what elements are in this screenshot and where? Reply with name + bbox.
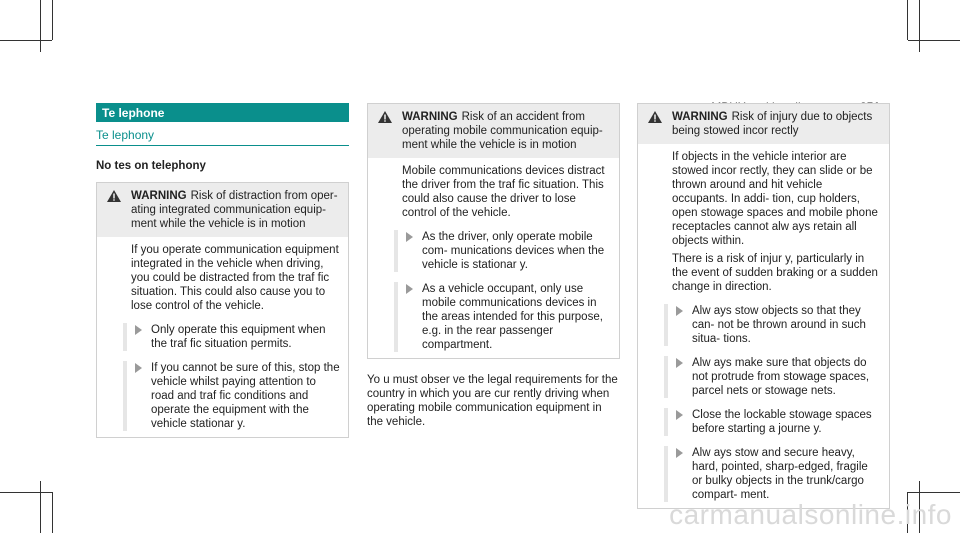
warning-header bbox=[638, 104, 889, 144]
list-item bbox=[664, 408, 881, 436]
warning-heading: Risk of distraction from oper‐ ating integrated communication equip‐ ment while the vehicle is in motion bbox=[131, 190, 338, 230]
arrow-bullet-icon bbox=[676, 410, 683, 420]
warning-label: WARNING bbox=[402, 111, 458, 123]
list-item-text: Only operate this equipment when the traf fic situation permits. bbox=[151, 324, 326, 350]
warning-heading: Risk of injury due to objects being stowed incor rectly bbox=[672, 111, 873, 137]
warning-label: WARNING bbox=[131, 190, 187, 202]
warning-label: WARNING bbox=[672, 111, 728, 123]
crop-mark bbox=[0, 492, 52, 493]
section-title: Te lephone bbox=[96, 103, 349, 122]
warning-box bbox=[637, 103, 890, 509]
list-item bbox=[123, 323, 340, 351]
warning-header bbox=[368, 104, 619, 158]
warning-body bbox=[368, 158, 619, 358]
list-item bbox=[664, 446, 881, 502]
watermark: carmanualsonline.info bbox=[669, 499, 952, 530]
crop-mark bbox=[919, 0, 920, 52]
column-2 bbox=[367, 103, 620, 429]
list-item bbox=[664, 304, 881, 346]
crop-mark bbox=[40, 481, 41, 533]
warning-text: If objects in the vehicle interior are stowed incor rectly, they can slide or be thrown around and hit vehicle occupants. In addi‐ tion, cup holders, open stowage spaces and mobile phone receptacles cannot alw ays retain all objects within. bbox=[672, 151, 878, 247]
arrow-bullet-icon bbox=[676, 306, 683, 316]
warning-triangle-icon bbox=[648, 111, 662, 123]
list-item-text: Alw ays make sure that objects do not protrude from stowage spaces, parcel nets or stowage nets. bbox=[692, 357, 870, 397]
arrow-bullet-icon bbox=[135, 363, 142, 373]
crop-mark bbox=[907, 0, 908, 40]
list-item bbox=[394, 230, 611, 272]
crop-mark bbox=[40, 0, 41, 52]
arrow-bullet-icon bbox=[406, 232, 413, 242]
arrow-bullet-icon bbox=[135, 325, 142, 335]
warning-heading: Risk of an accident from operating mobile communication equip‐ ment while the vehicle is in motion bbox=[402, 111, 603, 151]
warning-text: If you operate communication equipment integrated in the vehicle when driving, you could be distracted from the traf fic situation. This could also cause you to lose control of the vehicle. bbox=[131, 244, 339, 312]
warning-triangle-icon bbox=[378, 111, 392, 123]
list-item bbox=[394, 282, 611, 352]
crop-mark bbox=[908, 492, 960, 493]
column-1 bbox=[96, 103, 349, 438]
arrow-bullet-icon bbox=[676, 358, 683, 368]
subsection-title: Te lephony bbox=[96, 128, 349, 146]
list-item-text: Close the lockable stowage spaces before starting a journe y. bbox=[692, 409, 872, 435]
crop-mark bbox=[908, 40, 960, 41]
list-item-text: If you cannot be sure of this, stop the vehicle whilst paying attention to road and traf fic conditions and operate the equipment with the vehicle stationar y. bbox=[151, 362, 340, 430]
notes-title: No tes on telephony bbox=[96, 160, 206, 172]
list-item-text: Alw ays stow objects so that they can‐ not be thrown around in such situa‐ tions. bbox=[692, 305, 866, 345]
warning-body bbox=[638, 144, 889, 508]
body-paragraph: Yo u must obser ve the legal requirements for the country in which you are cur rently driving when operating mobile communication equipment in the vehicle. bbox=[367, 374, 618, 428]
list-item-text: Alw ays stow and secure heavy, hard, pointed, sharp-edged, fragile or bulky objects in the trunk/cargo compart‐ ment. bbox=[692, 447, 868, 501]
crop-mark bbox=[0, 40, 52, 41]
arrow-bullet-icon bbox=[676, 448, 683, 458]
crop-mark bbox=[52, 492, 53, 533]
crop-mark bbox=[52, 0, 53, 40]
warning-box bbox=[96, 182, 349, 438]
list-item bbox=[123, 361, 340, 431]
warning-text: Mobile communications devices distract the driver from the traf fic situation. This could also cause the driver to lose control of the vehicle. bbox=[402, 165, 605, 219]
column-3 bbox=[637, 103, 890, 509]
list-item bbox=[664, 356, 881, 398]
arrow-bullet-icon bbox=[406, 284, 413, 294]
warning-body bbox=[97, 237, 348, 437]
list-item-text: As a vehicle occupant, only use mobile communications devices in the areas intended for this purpose, e.g. in the rear passenger compartment. bbox=[422, 283, 603, 351]
list-item-text: As the driver, only operate mobile com‐ munications devices when the vehicle is stationar y. bbox=[422, 231, 605, 271]
warning-triangle-icon bbox=[107, 190, 121, 202]
warning-text: There is a risk of injur y, particularly in the event of sudden braking or a sudden change in direction. bbox=[672, 253, 878, 293]
warning-box bbox=[367, 103, 620, 359]
warning-header bbox=[97, 183, 348, 237]
